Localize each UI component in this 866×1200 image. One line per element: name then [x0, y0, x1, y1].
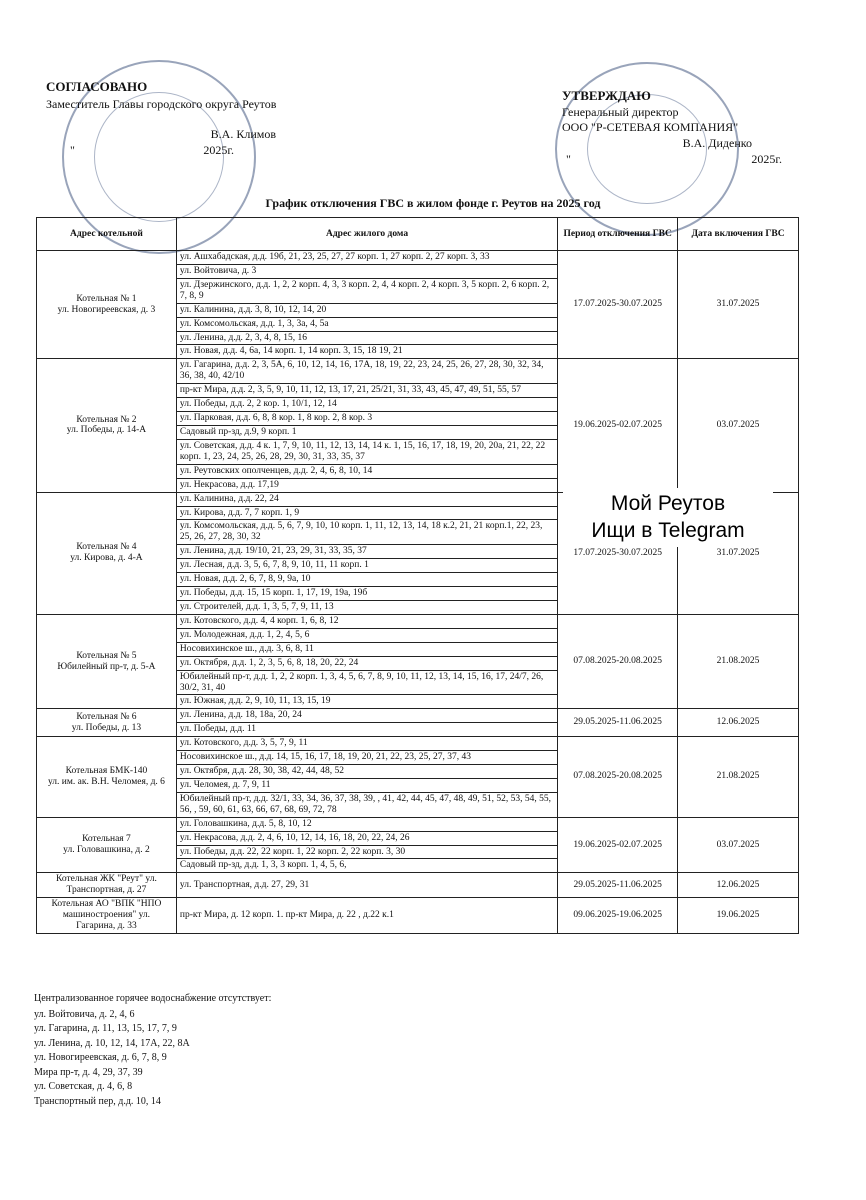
header-boiler-address: Адрес котельной — [37, 218, 177, 251]
boiler-name: Котельная АО "ВПК "НПО машиностроения" ул. — [51, 899, 162, 921]
boiler-address: ул. Победы, д. 13 — [71, 722, 142, 733]
approved-signature-row — [562, 136, 782, 152]
restore-date-cell: 21.08.2025 — [678, 737, 799, 818]
house-address-cell: ул. Транспортная, д.д. 27, 29, 31 — [176, 873, 557, 898]
house-address-cell: ул. Головашкина, д.д. 5, 8, 10, 12 — [176, 817, 557, 831]
house-address-cell: ул. Советская, д.д. 4 к. 1, 7, 9, 10, 11, 12, 13, 14, 14 к. 1, 15, 16, 17, 18, 19, 20, 20а, 21, 22, 22 корп. 1, 23, 24, 25, 26, 28, 29, 30, 31, 33, 35, 37 — [176, 439, 557, 464]
table-row — [37, 873, 799, 898]
boiler-address: ул. им. ак. В.Н. Челомея, д. 6 — [47, 776, 165, 787]
house-address-cell: ул. Котовского, д.д. 4, 4 корп. 1, 6, 8, 12 — [176, 614, 557, 628]
table-row — [37, 614, 799, 628]
house-address-cell: ул. Некрасова, д.д. 17,19 — [176, 478, 557, 492]
approved-position: Генеральный директор — [562, 104, 679, 119]
header-shutoff-period: Период отключения ГВС — [558, 218, 678, 251]
house-address-cell: ул. Новая, д.д. 2, 6, 7, 8, 9, 9а, 10 — [176, 573, 557, 587]
table-row — [37, 898, 799, 934]
house-address-cell: ул. Парковая, д.д. 6, 8, 8 кор. 1, 8 кор. 2, 8 кор. 3 — [176, 412, 557, 426]
note-line: ул. Ленина, д. 10, 12, 14, 17А, 22, 8А — [34, 1037, 190, 1049]
house-address-cell: Юбилейный пр-т, д.д. 32/1, 33, 34, 36, 37, 38, 39, , 41, 42, 44, 45, 47, 48, 49, 51, 52, 53, 54, 55, 56, , 59, 60, 61, 63, 66, 67, 68, 69, 72, 78 — [176, 792, 557, 817]
document-title: График отключения ГВС в жилом фонде г. Реутов на 2025 год — [265, 196, 601, 210]
approval-signature-row — [46, 126, 366, 142]
house-address-cell: пр-кт Мира, д.д. 2, 3, 5, 9, 10, 11, 12, 13, 17, 21, 25/21, 31, 33, 43, 45, 47, 49, 51, 55, 57 — [176, 384, 557, 398]
house-address-cell: Носовихинское ш., д.д. 14, 15, 16, 17, 18, 19, 20, 21, 22, 23, 25, 27, 37, 43 — [176, 751, 557, 765]
boiler-address: ул. Головашкина, д. 2 — [63, 845, 150, 856]
table-row — [37, 251, 799, 265]
shutoff-period-cell: 19.06.2025-02.07.2025 — [558, 359, 678, 492]
house-address-cell: ул. Челомея, д. 7, 9, 11 — [176, 778, 557, 792]
note-line: ул. Войтовича, д. 2, 4, 6 — [34, 1008, 135, 1020]
approved-company: ООО "Р-СЕТЕВАЯ КОМПАНИЯ" — [562, 120, 739, 135]
overlay-line-1: Мой Реутов — [610, 492, 726, 515]
boiler-address: ул. Новогиреевская, д. 3 — [57, 304, 156, 315]
approved-year: 2025г. — [751, 151, 782, 166]
approved-block — [562, 88, 782, 167]
house-address-cell: ул. Ленина, д.д. 19/10, 21, 23, 29, 31, 33, 35, 37 — [176, 545, 557, 559]
boiler-address: ул. Кирова, д. 4-А — [70, 553, 143, 564]
restore-date-cell: 19.06.2025 — [678, 898, 799, 934]
boiler-cell — [37, 492, 177, 614]
shutoff-period-cell: 17.07.2025-30.07.2025 — [558, 251, 678, 359]
shutoff-period-cell: 07.08.2025-20.08.2025 — [558, 614, 678, 708]
approval-block — [46, 78, 366, 158]
header-house-address: Адрес жилого дома — [176, 218, 557, 251]
restore-date-cell: 31.07.2025 — [678, 492, 799, 614]
approved-signer: В.А. Диденко — [682, 136, 752, 151]
house-address-cell: ул. Ленина, д.д. 2, 3, 4, 8, 15, 16 — [176, 331, 557, 345]
restore-date-cell: 31.07.2025 — [678, 251, 799, 359]
approved-quote: " — [566, 151, 571, 166]
table-row — [37, 737, 799, 751]
shutoff-period-cell: 17.07.2025-30.07.2025 — [558, 492, 678, 614]
approved-title: УТВЕРЖДАЮ — [562, 88, 651, 103]
house-address-cell: ул. Войтовича, д. 3 — [176, 264, 557, 278]
house-address-cell: ул. Кирова, д.д. 7, 7 корп. 1, 9 — [176, 506, 557, 520]
boiler-name: Котельная БМК-140 — [65, 766, 148, 777]
house-address-cell: ул. Реутовских ополченцев, д.д. 2, 4, 6, 8, 10, 14 — [176, 464, 557, 478]
house-address-cell: Садовый пр-зд, д.д. 1, 3, 3 корп. 1, 4, 5, 6, — [176, 859, 557, 873]
house-address-cell: Носовихинское ш., д.д. 3, 6, 8, 11 — [176, 642, 557, 656]
header-restore-date: Дата включения ГВС — [678, 218, 799, 251]
house-address-cell: ул. Победы, д.д. 22, 22 корп. 1, 22 корп. 2, 22 корп. 3, 30 — [176, 845, 557, 859]
boiler-address: Гагарина, д. 33 — [76, 921, 137, 932]
house-address-cell: ул. Лесная, д.д. 3, 5, 6, 7, 8, 9, 10, 11, 11 корп. 1 — [176, 559, 557, 573]
approval-year: 2025г. — [203, 142, 234, 157]
restore-date-cell: 21.08.2025 — [678, 614, 799, 708]
restore-date-cell: 12.06.2025 — [678, 709, 799, 737]
table-row — [37, 359, 799, 384]
house-address-cell: ул. Котовского, д.д. 3, 5, 7, 9, 11 — [176, 737, 557, 751]
house-address-cell: ул. Дзержинского, д.д. 1, 2, 2 корп. 4, 3, 3 корп. 2, 4, 4 корп. 2, 4 корп. 3, 5 корп. 2, 6 корп. 2, 7, 8, 9 — [176, 278, 557, 303]
shutoff-period-cell: 07.08.2025-20.08.2025 — [558, 737, 678, 818]
house-address-cell: ул. Победы, д.д. 2, 2 кор. 1, 10/1, 12, 14 — [176, 398, 557, 412]
overlay-line-2: Ищи в Telegram — [591, 519, 745, 543]
approval-date-row — [46, 142, 366, 158]
house-address-cell: ул. Октября, д.д. 1, 2, 3, 5, 6, 8, 18, 20, 22, 24 — [176, 656, 557, 670]
note-title: Централизованное горячее водоснабжение отсутствует: — [34, 993, 272, 1004]
house-address-cell: ул. Молодежная, д.д. 1, 2, 4, 5, 6 — [176, 628, 557, 642]
schedule-table-body — [37, 251, 799, 934]
boiler-cell — [37, 359, 177, 492]
approved-date-row — [562, 152, 782, 168]
note-line: ул. Новогиреевская, д. 6, 7, 8, 9 — [34, 1052, 167, 1063]
note-line: ул. Советская, д. 4, 6, 8 — [34, 1081, 133, 1092]
approval-title: СОГЛАСОВАНО — [46, 79, 148, 94]
table-header-row — [37, 218, 799, 251]
shutoff-period-cell: 29.05.2025-11.06.2025 — [558, 873, 678, 898]
boiler-name: Котельная 7 — [82, 834, 131, 845]
house-address-cell: ул. Победы, д.д. 11 — [176, 723, 557, 737]
boiler-address: ул. Победы, д. 14-А — [66, 425, 147, 436]
boiler-name: Котельная № 4 — [76, 542, 137, 553]
approval-quote: " — [70, 142, 75, 157]
note-line: Транспортный пер, д.д. 10, 14 — [34, 1095, 161, 1107]
schedule-table — [36, 217, 799, 934]
boiler-cell — [37, 737, 177, 818]
no-hot-water-note — [34, 992, 271, 1109]
house-address-cell: Юбилейный пр-т, д.д. 1, 2, 2 корп. 1, 3, 4, 5, 6, 7, 8, 9, 10, 11, 12, 13, 14, 15, 16, 17, 24/7, 26, 30/2, 31, 40 — [176, 670, 557, 695]
table-row — [37, 817, 799, 831]
house-address-cell: ул. Калинина, д.д. 22, 24 — [176, 492, 557, 506]
house-address-cell: ул. Гагарина, д.д. 2, 3, 5А, 6, 10, 12, 14, 16, 17А, 18, 19, 22, 23, 24, 25, 26, 27, 28, 30, 32, 34, 36, 38, 40, 42/10 — [176, 359, 557, 384]
note-line: ул. Гагарина, д. 11, 13, 15, 17, 7, 9 — [34, 1023, 177, 1034]
shutoff-period-cell: 09.06.2025-19.06.2025 — [558, 898, 678, 934]
house-address-cell: ул. Некрасова, д.д. 2, 4, 6, 10, 12, 14, 16, 18, 20, 22, 24, 26 — [176, 831, 557, 845]
boiler-address: Юбилейный пр-т, д. 5-А — [57, 661, 156, 672]
boiler-name: Котельная ЖК "Реут" ул. — [56, 874, 157, 885]
approval-signer: В.А. Климов — [210, 126, 276, 141]
boiler-name: Котельная № 5 — [76, 650, 137, 661]
telegram-overlay — [563, 488, 773, 547]
house-address-cell: ул. Южная, д.д. 2, 9, 10, 11, 13, 15, 19 — [176, 695, 557, 709]
boiler-cell — [37, 898, 177, 934]
house-address-cell: ул. Калинина, д.д. 3, 8, 10, 12, 14, 20 — [176, 303, 557, 317]
boiler-name: Котельная № 1 — [76, 293, 137, 304]
boiler-cell — [37, 873, 177, 898]
note-line: Мира пр-т, д. 4, 29, 37, 39 — [34, 1066, 143, 1078]
house-address-cell: ул. Ленина, д.д. 18, 18а, 20, 24 — [176, 709, 557, 723]
house-address-cell: ул. Комсомольская, д.д. 5, 6, 7, 9, 10, 10 корп. 1, 11, 12, 13, 14, 18 к.2, 21, 21 корп.1, 22, 23, 25, 26, 27, 28, 30, 32 — [176, 520, 557, 545]
boiler-name: Котельная № 6 — [76, 711, 137, 722]
shutoff-period-cell: 19.06.2025-02.07.2025 — [558, 817, 678, 873]
restore-date-cell: 03.07.2025 — [678, 817, 799, 873]
boiler-cell — [37, 709, 177, 737]
approval-position: Заместитель Главы городского округа Реутов — [46, 96, 277, 111]
house-address-cell: ул. Победы, д.д. 15, 15 корп. 1, 17, 19, 19а, 19б — [176, 587, 557, 601]
restore-date-cell: 03.07.2025 — [678, 359, 799, 492]
restore-date-cell: 12.06.2025 — [678, 873, 799, 898]
house-address-cell: ул. Строителей, д.д. 1, 3, 5, 7, 9, 11, 13 — [176, 600, 557, 614]
boiler-cell — [37, 251, 177, 359]
boiler-cell — [37, 614, 177, 708]
shutoff-period-cell: 29.05.2025-11.06.2025 — [558, 709, 678, 737]
house-address-cell: Садовый пр-зд, д.9, 9 корп. 1 — [176, 425, 557, 439]
boiler-address: Транспортная, д. 27 — [66, 885, 147, 896]
house-address-cell: пр-кт Мира, д. 12 корп. 1. пр-кт Мира, д. 22 , д.22 к.1 — [176, 898, 557, 934]
house-address-cell: ул. Ашхабадская, д.д. 19б, 21, 23, 25, 27, 27 корп. 1, 27 корп. 2, 27 корп. 3, 33 — [176, 251, 557, 265]
boiler-name: Котельная № 2 — [76, 414, 137, 425]
boiler-cell — [37, 817, 177, 873]
house-address-cell: ул. Октября, д.д. 28, 30, 38, 42, 44, 48, 52 — [176, 765, 557, 779]
house-address-cell: ул. Комсомольская, д.д. 1, 3, 3а, 4, 5а — [176, 317, 557, 331]
table-row — [37, 709, 799, 723]
house-address-cell: ул. Новая, д.д. 4, 6а, 14 корп. 1, 14 корп. 3, 15, 18 19, 21 — [176, 345, 557, 359]
note-lines — [34, 1008, 271, 1110]
